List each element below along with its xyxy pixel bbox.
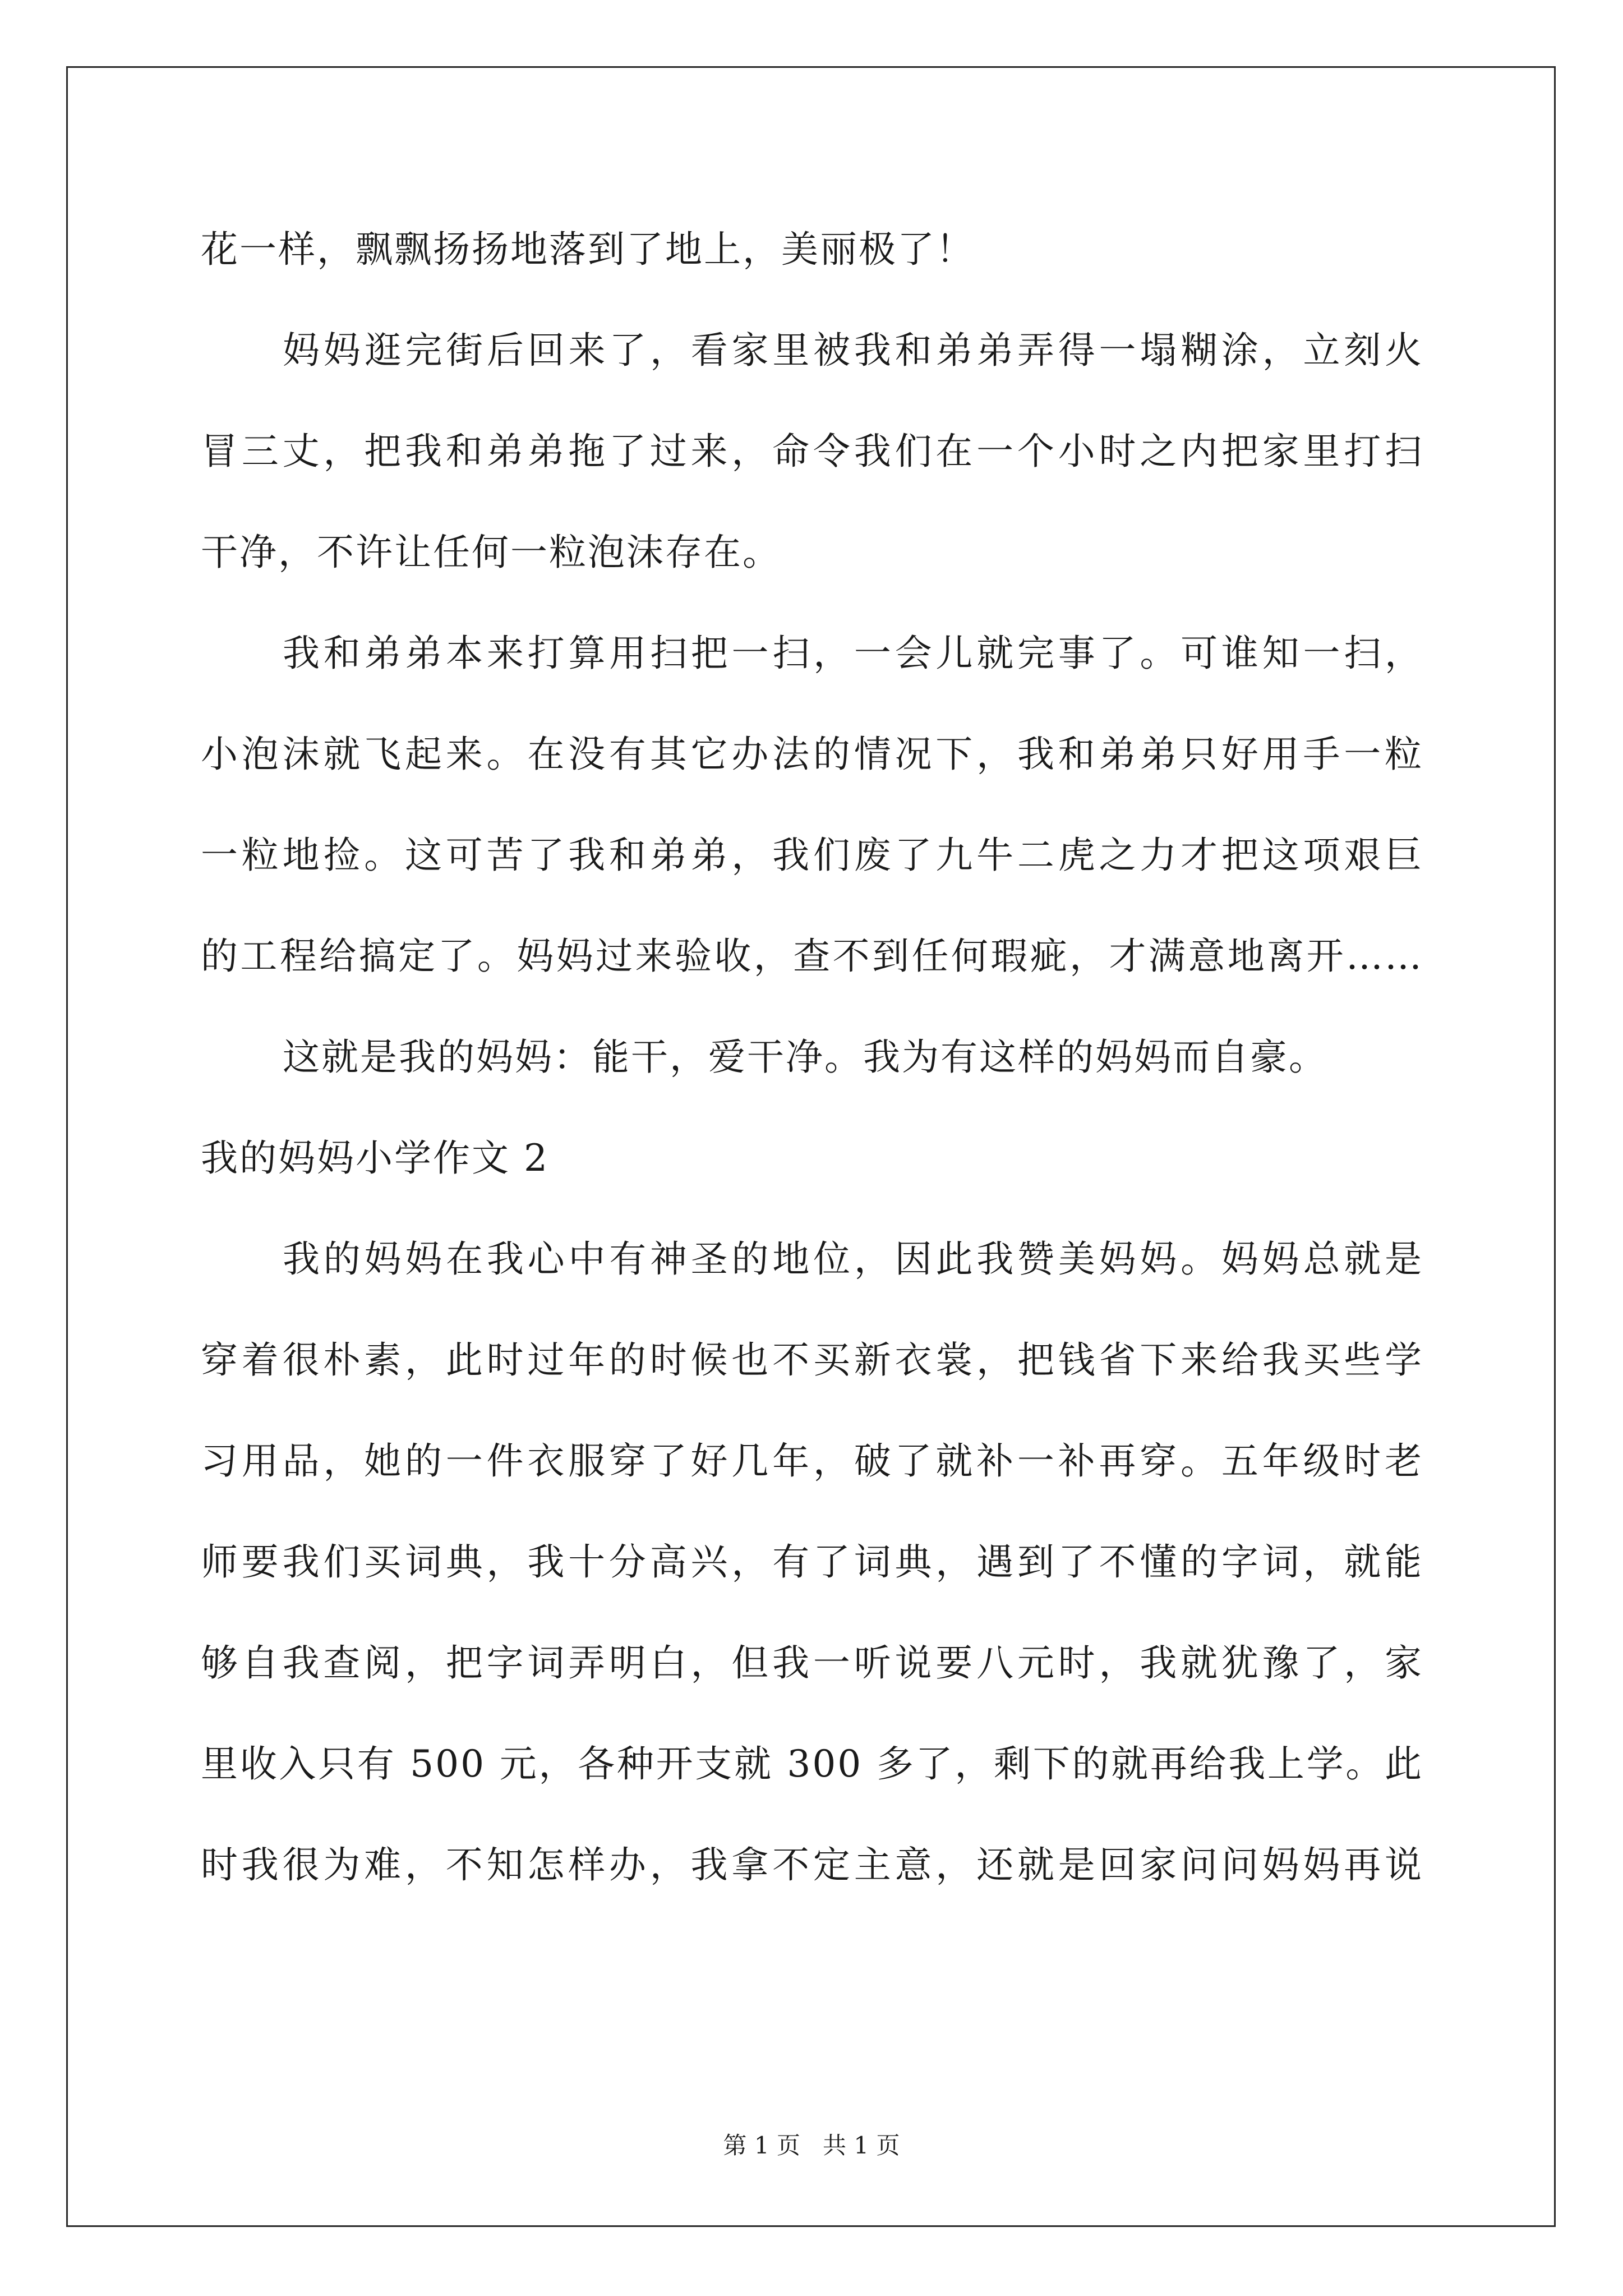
text-line: 花一样，飘飘扬扬地落到了地上，美丽极了！ — [201, 228, 975, 271]
text-line: 一粒地捡。这可苦了我和弟弟，我们废了九牛二虎之力才把这项艰巨 — [201, 834, 1423, 877]
text-line: 这就是我的妈妈：能干，爱干净。我为有这样的妈妈而自豪。 — [283, 1036, 1327, 1079]
text-line: 穿着很朴素，此时过年的时候也不买新衣裳，把钱省下来给我买些学 — [201, 1338, 1423, 1382]
text-line: 小泡沫就飞起来。在没有其它办法的情况下，我和弟弟只好用手一粒 — [201, 733, 1423, 776]
text-line: 够自我查阅，把字词弄明白，但我一听说要八元时，我就犹豫了，家 — [201, 1641, 1423, 1685]
text-line: 干净，不许让任何一粒泡沫存在。 — [201, 531, 781, 574]
text-line: 时我很为难，不知怎样办，我拿不定主意，还就是回家问问妈妈再说 — [201, 1843, 1423, 1887]
text-line: 的工程给搞定了。妈妈过来验收，查不到任何瑕疵，才满意地离开…… — [201, 935, 1423, 978]
text-line: 我和弟弟本来打算用扫把一扫，一会儿就完事了。可谁知一扫， — [283, 632, 1423, 675]
text-line: 妈妈逛完街后回来了，看家里被我和弟弟弄得一塌糊涂，立刻火 — [283, 329, 1423, 372]
text-line: 冒三丈，把我和弟弟拖了过来，命令我们在一个小时之内把家里打扫 — [201, 430, 1423, 473]
section-heading: 我的妈妈小学作文 2 — [201, 1137, 549, 1180]
text-line: 师要我们买词典，我十分高兴，有了词典，遇到了不懂的字词，就能 — [201, 1540, 1423, 1584]
text-line: 习用品，她的一件衣服穿了好几年，破了就补一补再穿。五年级时老 — [201, 1439, 1423, 1483]
page-footer: 第 1 页 共 1 页 — [723, 2132, 900, 2159]
text-line: 里收入只有 500 元，各种开支就 300 多了，剩下的就再给我上学。此 — [201, 1742, 1423, 1786]
text-line: 我的妈妈在我心中有神圣的地位，因此我赞美妈妈。妈妈总就是 — [283, 1237, 1423, 1281]
